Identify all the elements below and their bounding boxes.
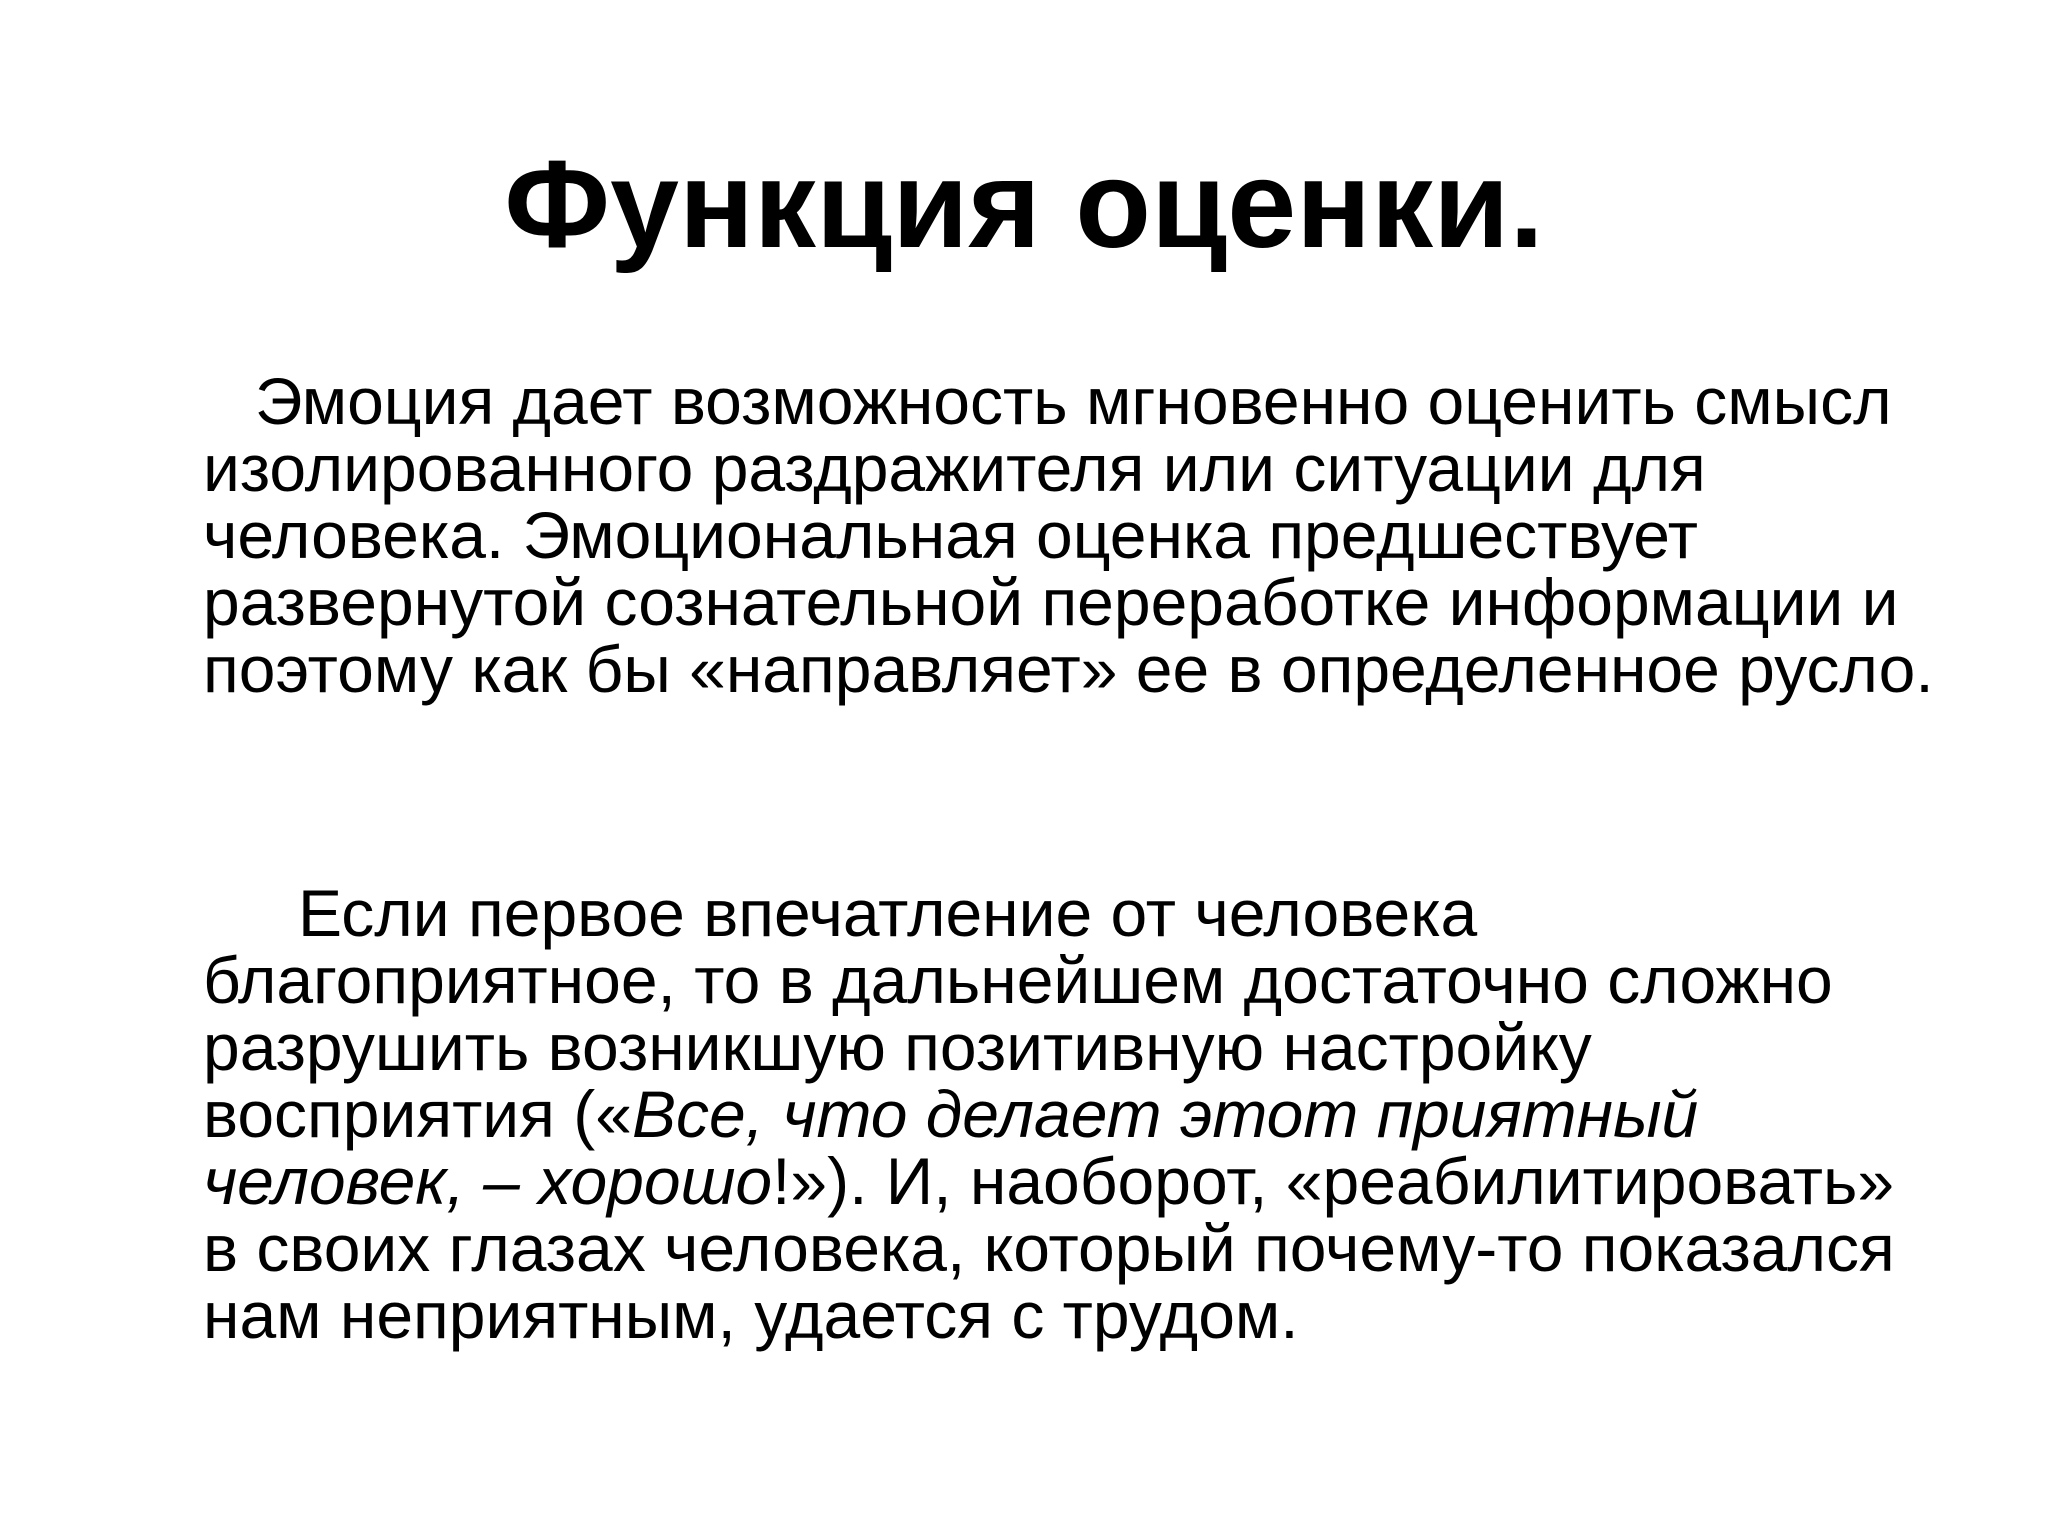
paragraph2-line-3: разрушить возникшую позитивную настройку (203, 1010, 1592, 1084)
paragraph1-line-1: Эмоция дает возможность мгновенно оценить смысл (255, 364, 1892, 438)
paragraph2-line-6: в своих глазах человека, который почему-то показался (203, 1211, 1895, 1285)
paragraph2-line-2: благоприятное, то в дальнейшем достаточно сложно (203, 943, 1833, 1017)
paragraph-first-impression (203, 876, 2023, 1352)
paragraph2-line-1: Если первое впечатление от человека (298, 876, 1478, 950)
paragraph2-line-5 (203, 1144, 2023, 1218)
paragraph2-line-4-regular: восприятия (« (203, 1077, 632, 1151)
paragraph2-line-5-regular: !»). И, наоборот, «реабилитировать» (772, 1144, 1895, 1218)
paragraph1-line-4: развернутой сознательной переработке информации и (203, 565, 1899, 639)
paragraph1-line-3: человека. Эмоциональная оценка предшествует (203, 498, 1699, 572)
paragraph1-line-5: поэтому как бы «направляет» ее в определенное русло. (203, 632, 1934, 706)
paragraph1-line-2: изолированного раздражителя или ситуации для (203, 431, 1706, 505)
paragraph2-line-4 (203, 1077, 2023, 1151)
paragraph2-line-7: нам неприятным, удается с трудом. (203, 1278, 1299, 1352)
paragraph-emotion-evaluation (203, 364, 2023, 706)
slide-title: Функция оценки. (504, 136, 1544, 274)
paragraph2-line-4-italic: Все, что делает этот приятный (631, 1077, 1699, 1151)
paragraph2-line-5-italic: человек, – хорошо (203, 1144, 773, 1218)
